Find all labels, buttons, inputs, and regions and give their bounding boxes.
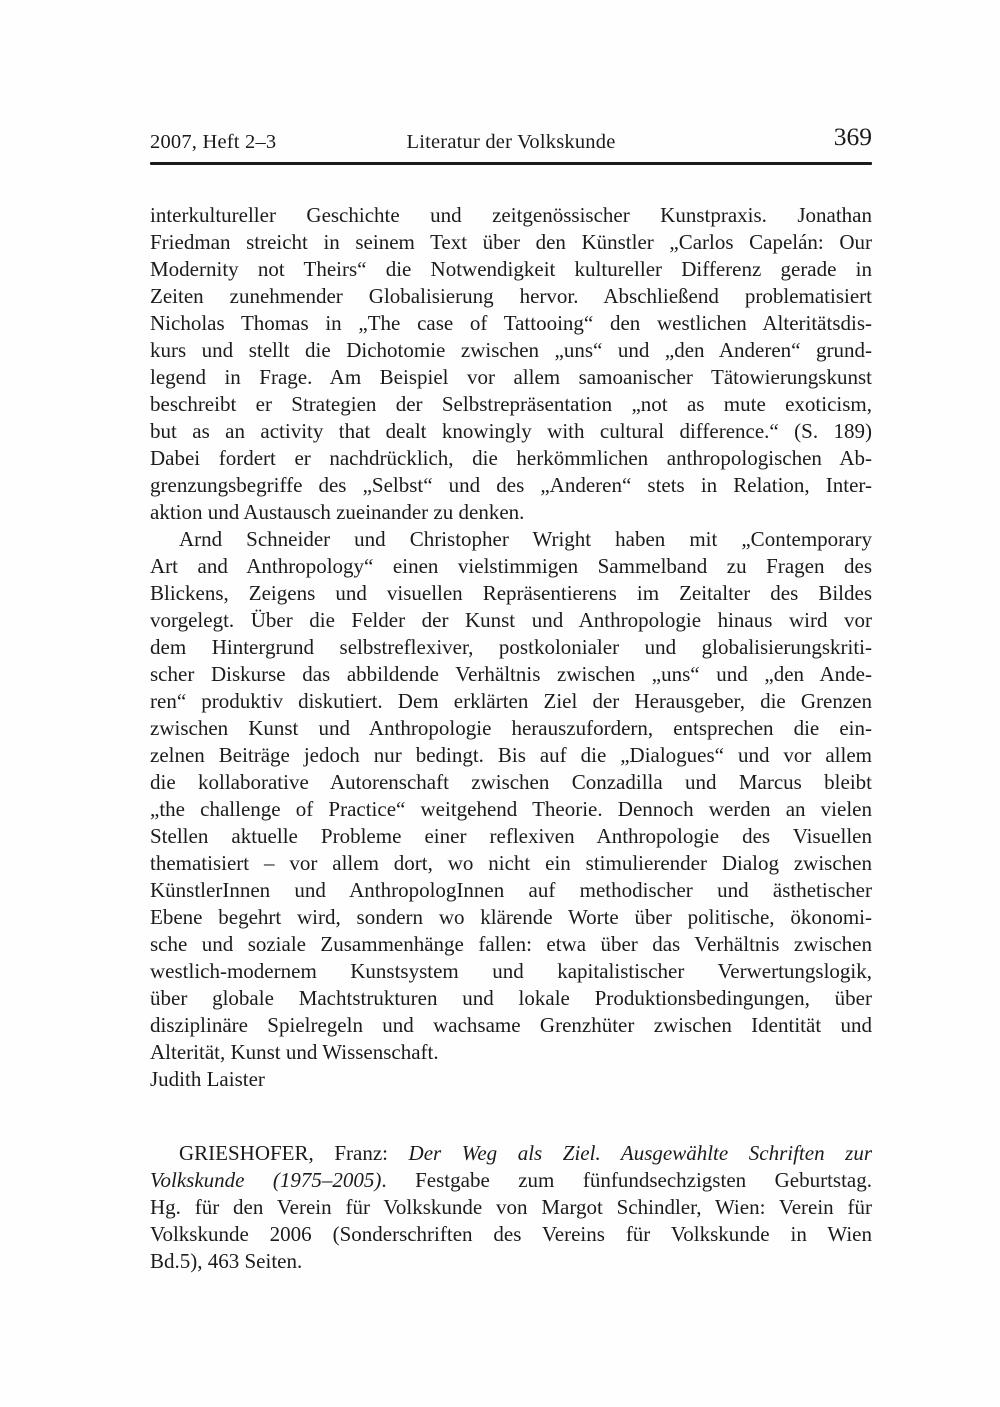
text-line: über globale Machtstrukturen und lokale Produktionsbedingungen, über: [150, 985, 872, 1010]
text-line: Art and Anthropology“ einen vielstimmigen Sammelband zu Fragen des: [150, 553, 872, 578]
text-line: Nicholas Thomas in „The case of Tattooing“ den westlichen Alteritätsdis-: [150, 310, 872, 335]
header-rule: [150, 162, 872, 165]
entry-title-italic: Der Weg als Ziel. Ausgewählte Schriften zur: [408, 1140, 872, 1165]
review-text: [150, 202, 872, 1275]
text-line: beschreibt er Strategien der Selbstrepräsentation „not as mute exoticism,: [150, 391, 872, 416]
text-line: [150, 1167, 872, 1194]
text-line: Blickens, Zeigens und visuellen Repräsentierens im Zeitalter des Bildes: [150, 580, 872, 605]
text-line: sche und soziale Zusammenhänge fallen: etwa über das Verhältnis zwischen: [150, 931, 872, 956]
entry-text: . Festgabe zum fünfundsechzigsten Geburtstag.: [381, 1167, 872, 1192]
page-number: 369: [833, 122, 872, 151]
text-line: KünstlerInnen und AnthropologInnen auf methodischer und ästhetischer: [150, 877, 872, 902]
text-line: vorgelegt. Über die Felder der Kunst und Anthropologie hinaus wird vor: [150, 607, 872, 632]
running-title: Literatur der Volkskunde: [406, 131, 616, 153]
entry-author: GRIESHOFER, Franz:: [179, 1140, 409, 1165]
reviewer-signature: Judith Laister: [150, 1066, 265, 1091]
text-line: Stellen aktuelle Probleme einer reflexiven Anthropologie des Visuellen: [150, 823, 872, 848]
text-line: die kollaborative Autorenschaft zwischen Conzadilla und Marcus bleibt: [150, 769, 872, 794]
entry-title-italic: Volkskunde (1975–2005): [150, 1167, 382, 1192]
text-line: aktion und Austausch zueinander zu denken.: [150, 499, 525, 524]
text-line: Volkskunde 2006 (Sonderschriften des Vereins für Volkskunde in Wien: [150, 1221, 872, 1246]
text-line: but as an activity that dealt knowingly with cultural difference.“ (S. 189): [150, 418, 872, 443]
text-line: grenzungsbegriffe des „Selbst“ und des „Anderen“ stets in Relation, Inter-: [150, 472, 872, 497]
text-line: kurs und stellt die Dichotomie zwischen „uns“ und „den Anderen“ grund-: [150, 337, 872, 362]
journal-page: [150, 122, 872, 1275]
text-line: interkultureller Geschichte und zeitgenössischer Kunstpraxis. Jonathan: [150, 202, 872, 227]
text-line: Dabei fordert er nachdrücklich, die herkömmlichen anthropologischen Ab-: [150, 445, 872, 470]
review-paragraph-2: [150, 526, 872, 1066]
text-line: dem Hintergrund selbstreflexiver, postkolonialer und globalisierungskriti-: [150, 634, 872, 659]
text-line: Bd.5), 463 Seiten.: [150, 1248, 303, 1273]
text-line: westlich-modernem Kunstsystem und kapitalistischer Verwertungslogik,: [150, 958, 872, 983]
book-entry: [150, 1140, 872, 1275]
text-line: Friedman streicht in seinem Text über den Künstler „Carlos Capelán: Our: [150, 229, 872, 254]
text-line: zwischen Kunst und Anthropologie herauszufordern, entsprechen die ein-: [150, 715, 872, 740]
text-line: ren“ produktiv diskutiert. Dem erklärten Ziel der Herausgeber, die Grenzen: [150, 688, 872, 713]
text-line: „the challenge of Practice“ weitgehend Theorie. Dennoch werden an vielen: [150, 796, 872, 821]
text-line: Hg. für den Verein für Volkskunde von Margot Schindler, Wien: Verein für: [150, 1194, 872, 1219]
text-line: Arnd Schneider und Christopher Wright haben mit „Contemporary: [179, 526, 872, 551]
text-line: scher Diskurse das abbildende Verhältnis zwischen „uns“ und „den Ande-: [150, 661, 872, 686]
text-line: Ebene begehrt wird, sondern wo klärende Worte über politische, ökonomi-: [150, 904, 872, 929]
page-header: [150, 122, 872, 155]
text-line: Modernity not Theirs“ die Notwendigkeit kultureller Differenz gerade in: [150, 256, 872, 281]
text-line: legend in Frage. Am Beispiel vor allem samoanischer Tätowierungskunst: [150, 364, 872, 389]
text-line: Zeiten zunehmender Globalisierung hervor. Abschließend problematisiert: [150, 283, 872, 308]
text-line: Alterität, Kunst und Wissenschaft.: [150, 1039, 439, 1064]
text-line: [150, 1140, 872, 1167]
issue-label: 2007, Heft 2–3: [150, 131, 277, 153]
text-line: zelnen Beiträge jedoch nur bedingt. Bis auf die „Dialogues“ und vor allem: [150, 742, 872, 767]
review-paragraph-1: [150, 202, 872, 526]
text-line: thematisiert – vor allem dort, wo nicht ein stimulierender Dialog zwischen: [150, 850, 872, 875]
text-line: disziplinäre Spielregeln und wachsame Grenzhüter zwischen Identität und: [150, 1012, 872, 1037]
